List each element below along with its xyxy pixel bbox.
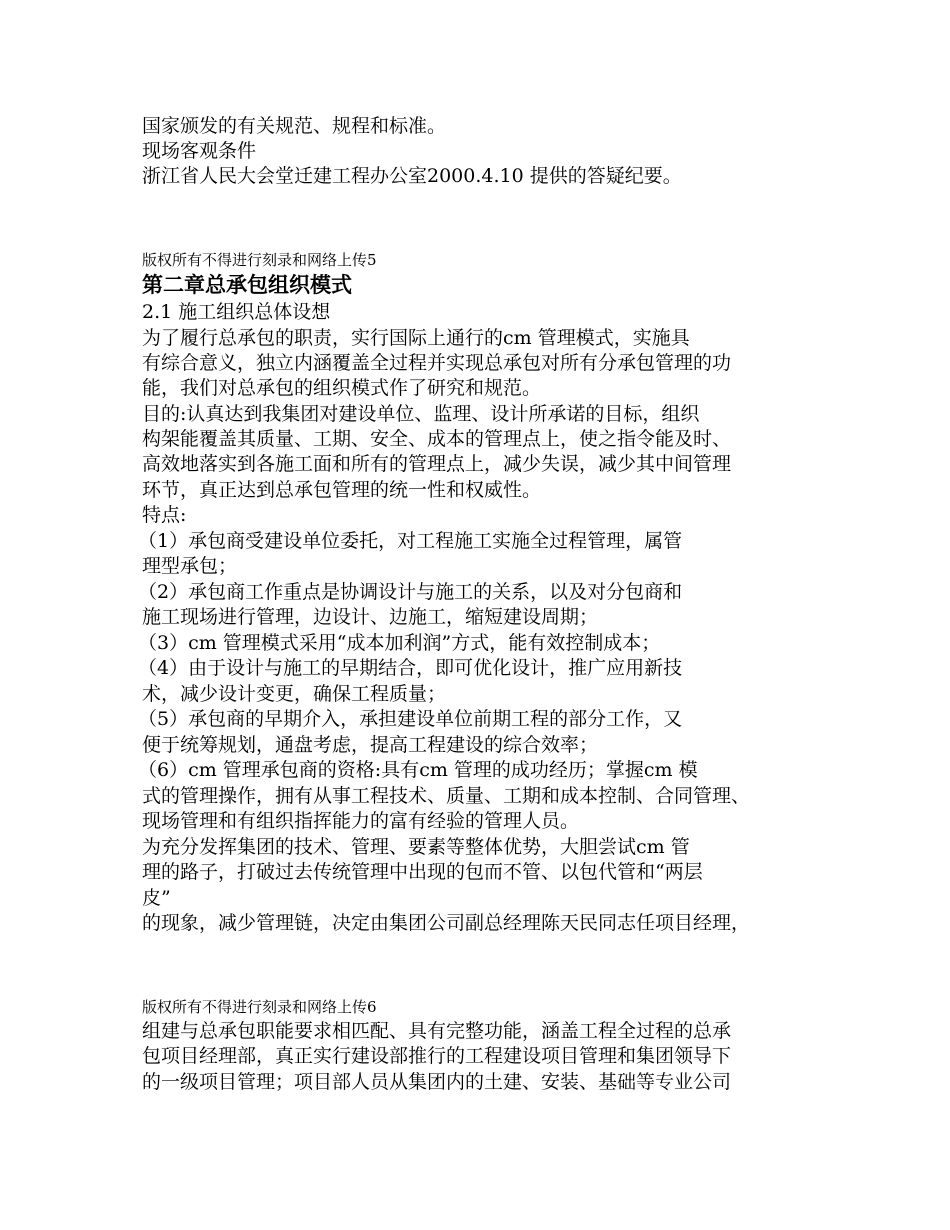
text-line: 高效地落实到各施工面和所有的管理点上，减少失误，减少其中间管理: [142, 453, 732, 475]
text-line: 组建与总承包职能要求相匹配、具有完整功能，涵盖工程全过程的总承: [142, 1020, 732, 1042]
list-item: （6）cm 管理承包商的资格:具有cm 管理的成功经历；掌握cm 模: [138, 759, 698, 781]
text-line: 现场客观条件: [142, 140, 257, 162]
text-line: 理型承包；: [142, 555, 238, 577]
text-line: 的现象，减少管理链，决定由集团公司副总经理陈天民同志任项目经理，: [142, 912, 751, 934]
text-line: 能，我们对总承包的组织模式作了研究和规范。: [142, 377, 542, 399]
text-line: 环节，真正达到总承包管理的统一性和权威性。: [142, 479, 542, 501]
page-footer-copyright: 版权所有不得进行刻录和网络上传6: [142, 998, 377, 1016]
list-item: （3）cm 管理模式采用“成本加利润”方式，能有效控制成本；: [138, 632, 661, 654]
text-line: 皮”: [142, 887, 171, 909]
text-line: 包项目经理部，真正实行建设部推行的工程建设项目管理和集团领导下: [142, 1045, 732, 1067]
list-item: （2）承包商工作重点是协调设计与施工的关系，以及对分包商和: [138, 581, 683, 603]
text-line: 构架能覆盖其质量、工期、安全、成本的管理点上，使之指令能及时、: [142, 428, 732, 450]
text-line: 为了履行总承包的职责，实行国际上通行的cm 管理模式，实施具: [142, 327, 690, 349]
text-line: 目的:认真达到我集团对建设单位、监理、设计所承诺的目标，组织: [142, 403, 700, 425]
text-line: 特点:: [142, 504, 187, 526]
text-line: 理的路子，打破过去传统管理中出现的包而不管、以包代管和“两层: [142, 861, 703, 883]
text-line: 为充分发挥集团的技术、管理、要素等整体优势，大胆尝试cm 管: [142, 836, 690, 858]
section-title: 2.1 施工组织总体设想: [142, 301, 331, 323]
text-line: 式的管理操作，拥有从事工程技术、质量、工期和成本控制、合同管理、: [142, 785, 751, 807]
text-line: 施工现场进行管理，边设计、边施工，缩短建设周期；: [142, 606, 599, 628]
list-item: （1）承包商受建设单位委托，对工程施工实施全过程管理，属管: [138, 530, 683, 552]
list-item: （5）承包商的早期介入，承担建设单位前期工程的部分工作，又: [138, 708, 683, 730]
text-line: 的一级项目管理；项目部人员从集团内的土建、安装、基础等专业公司: [142, 1071, 732, 1093]
page-footer-copyright: 版权所有不得进行刻录和网络上传5: [142, 251, 377, 269]
text-line: 便于统筹规划，通盘考虑，提高工程建设的综合效率；: [142, 734, 599, 756]
text-line: 浙江省人民大会堂迁建工程办公室2000.4.10 提供的答疑纪要。: [142, 165, 682, 187]
chapter-title: 第二章总承包组织模式: [142, 273, 352, 297]
list-item: （4）由于设计与施工的早期结合，即可优化设计，推广应用新技: [138, 657, 683, 679]
text-line: 现场管理和有组织指挥能力的富有经验的管理人员。: [142, 810, 580, 832]
text-line: 国家颁发的有关规范、规程和标准。: [142, 115, 447, 137]
text-line: 术，减少设计变更，确保工程质量；: [142, 683, 447, 705]
text-line: 有综合意义，独立内涵覆盖全过程并实现总承包对所有分承包管理的功: [142, 352, 732, 374]
